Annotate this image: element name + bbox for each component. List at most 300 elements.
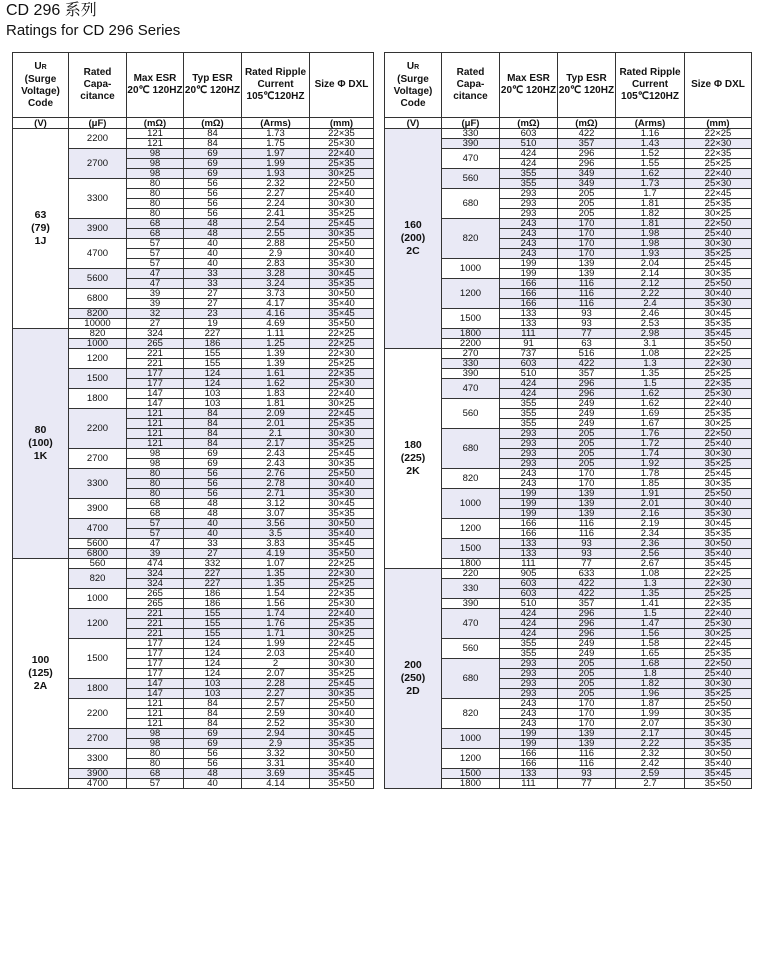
- size-cell: 35×45: [310, 769, 374, 779]
- size-cell: 25×40: [310, 649, 374, 659]
- capacitance-cell: 390: [442, 369, 500, 379]
- ripple-cell: 1.11: [242, 329, 310, 339]
- max-esr-cell: 510: [500, 369, 558, 379]
- max-esr-cell: 57: [127, 519, 184, 529]
- size-cell: 22×25: [685, 569, 752, 579]
- max-esr-cell: 147: [127, 679, 184, 689]
- typ-esr-cell: 69: [184, 729, 242, 739]
- ripple-cell: 2.71: [242, 489, 310, 499]
- voltage-code-cell: 63 (79) 1J: [13, 129, 69, 329]
- size-cell: 35×50: [310, 319, 374, 329]
- ripple-cell: 1.54: [242, 589, 310, 599]
- max-esr-cell: 293: [500, 669, 558, 679]
- ripple-cell: 1.16: [616, 129, 685, 139]
- ripple-cell: 1.62: [616, 169, 685, 179]
- ripple-cell: 2.83: [242, 259, 310, 269]
- size-cell: 30×25: [310, 629, 374, 639]
- header-row: [385, 53, 752, 118]
- ripple-cell: 2.03: [242, 649, 310, 659]
- header-voltage: UR (Surge Voltage) Code: [385, 53, 442, 118]
- typ-esr-cell: 103: [184, 689, 242, 699]
- max-esr-cell: 199: [500, 739, 558, 749]
- size-cell: 35×25: [685, 689, 752, 699]
- size-cell: 30×45: [685, 519, 752, 529]
- header-max-esr: Max ESR 20℃ 120HZ: [127, 53, 184, 118]
- typ-esr-cell: 48: [184, 219, 242, 229]
- ripple-cell: 1.5: [616, 609, 685, 619]
- size-cell: 35×45: [685, 329, 752, 339]
- ripple-cell: 2.16: [616, 509, 685, 519]
- size-cell: 30×45: [685, 729, 752, 739]
- ripple-cell: 2.36: [616, 539, 685, 549]
- typ-esr-cell: 357: [558, 369, 616, 379]
- unit-size: (mm): [310, 118, 374, 129]
- typ-esr-cell: 56: [184, 209, 242, 219]
- size-cell: 25×45: [685, 469, 752, 479]
- size-cell: 25×25: [685, 589, 752, 599]
- typ-esr-cell: 205: [558, 459, 616, 469]
- typ-esr-cell: 139: [558, 499, 616, 509]
- ripple-cell: 2.56: [616, 549, 685, 559]
- ripple-cell: 2.22: [616, 289, 685, 299]
- size-cell: 25×30: [685, 619, 752, 629]
- max-esr-cell: 80: [127, 209, 184, 219]
- typ-esr-cell: 205: [558, 449, 616, 459]
- size-cell: 25×45: [685, 259, 752, 269]
- size-cell: 22×40: [685, 609, 752, 619]
- max-esr-cell: 32: [127, 309, 184, 319]
- typ-esr-cell: 63: [558, 339, 616, 349]
- size-cell: 35×50: [685, 339, 752, 349]
- size-cell: 25×35: [685, 409, 752, 419]
- header-max-esr: Max ESR 20℃ 120HZ: [500, 53, 558, 118]
- size-cell: 30×50: [310, 519, 374, 529]
- ripple-cell: 2.22: [616, 739, 685, 749]
- ripple-cell: 1.68: [616, 659, 685, 669]
- size-cell: 22×40: [685, 399, 752, 409]
- size-cell: 35×35: [310, 279, 374, 289]
- size-cell: 35×40: [685, 759, 752, 769]
- typ-esr-cell: 205: [558, 439, 616, 449]
- ripple-cell: 2.14: [616, 269, 685, 279]
- size-cell: 30×35: [310, 689, 374, 699]
- max-esr-cell: 98: [127, 739, 184, 749]
- typ-esr-cell: 116: [558, 529, 616, 539]
- typ-esr-cell: 124: [184, 649, 242, 659]
- max-esr-cell: 243: [500, 479, 558, 489]
- capacitance-cell: 6800: [69, 549, 127, 559]
- unit-typ-esr: (mΩ): [184, 118, 242, 129]
- typ-esr-cell: 139: [558, 259, 616, 269]
- typ-esr-cell: 296: [558, 389, 616, 399]
- max-esr-cell: 243: [500, 229, 558, 239]
- capacitance-cell: 2700: [69, 729, 127, 749]
- max-esr-cell: 121: [127, 419, 184, 429]
- ripple-cell: 1.71: [242, 629, 310, 639]
- size-cell: 30×35: [685, 709, 752, 719]
- max-esr-cell: 39: [127, 299, 184, 309]
- voltage-code-cell: 160 (200) 2C: [385, 129, 442, 349]
- max-esr-cell: 68: [127, 229, 184, 239]
- unit-max-esr: (mΩ): [127, 118, 184, 129]
- max-esr-cell: 293: [500, 659, 558, 669]
- typ-esr-cell: 93: [558, 769, 616, 779]
- typ-esr-cell: 116: [558, 289, 616, 299]
- max-esr-cell: 424: [500, 609, 558, 619]
- capacitance-cell: 5600: [69, 269, 127, 289]
- size-cell: 35×30: [310, 489, 374, 499]
- max-esr-cell: 27: [127, 319, 184, 329]
- capacitance-cell: 680: [442, 659, 500, 699]
- typ-esr-cell: 69: [184, 739, 242, 749]
- max-esr-cell: 98: [127, 729, 184, 739]
- typ-esr-cell: 84: [184, 419, 242, 429]
- size-cell: 30×30: [685, 449, 752, 459]
- ripple-cell: 2.78: [242, 479, 310, 489]
- max-esr-cell: 98: [127, 449, 184, 459]
- ripple-cell: 2.1: [242, 429, 310, 439]
- ripple-cell: 1.62: [616, 399, 685, 409]
- size-cell: 30×40: [310, 709, 374, 719]
- size-cell: 30×25: [685, 419, 752, 429]
- table-row: [13, 559, 374, 569]
- size-cell: 30×50: [310, 289, 374, 299]
- size-cell: 35×25: [685, 459, 752, 469]
- ripple-cell: 1.99: [242, 639, 310, 649]
- size-cell: 35×30: [685, 509, 752, 519]
- ripple-cell: 2.43: [242, 449, 310, 459]
- typ-esr-cell: 77: [558, 779, 616, 789]
- capacitance-cell: 560: [442, 639, 500, 659]
- size-cell: 35×30: [685, 719, 752, 729]
- max-esr-cell: 80: [127, 489, 184, 499]
- capacitance-cell: 3300: [69, 469, 127, 499]
- ratings-table-left: [12, 52, 374, 789]
- capacitance-cell: 3900: [69, 769, 127, 779]
- ripple-cell: 1.98: [616, 239, 685, 249]
- size-cell: 30×45: [310, 499, 374, 509]
- typ-esr-cell: 170: [558, 249, 616, 259]
- max-esr-cell: 98: [127, 169, 184, 179]
- max-esr-cell: 293: [500, 429, 558, 439]
- typ-esr-cell: 170: [558, 709, 616, 719]
- ripple-cell: 1.39: [242, 359, 310, 369]
- typ-esr-cell: 296: [558, 629, 616, 639]
- capacitance-cell: 2700: [69, 149, 127, 179]
- max-esr-cell: 47: [127, 269, 184, 279]
- max-esr-cell: 80: [127, 749, 184, 759]
- table-row: [13, 129, 374, 139]
- ripple-cell: 1.07: [242, 559, 310, 569]
- max-esr-cell: 424: [500, 389, 558, 399]
- max-esr-cell: 243: [500, 699, 558, 709]
- size-cell: 25×45: [310, 679, 374, 689]
- size-cell: 30×35: [685, 479, 752, 489]
- capacitance-cell: 470: [442, 379, 500, 399]
- capacitance-cell: 2200: [69, 129, 127, 149]
- ripple-cell: 2.94: [242, 729, 310, 739]
- max-esr-cell: 603: [500, 589, 558, 599]
- ripple-cell: 2.67: [616, 559, 685, 569]
- ripple-cell: 1.65: [616, 649, 685, 659]
- typ-esr-cell: 296: [558, 159, 616, 169]
- size-cell: 35×45: [685, 769, 752, 779]
- capacitance-cell: 4700: [69, 779, 127, 789]
- ripple-cell: 2.09: [242, 409, 310, 419]
- typ-esr-cell: 155: [184, 349, 242, 359]
- size-cell: 25×30: [310, 379, 374, 389]
- max-esr-cell: 166: [500, 519, 558, 529]
- size-cell: 30×50: [310, 749, 374, 759]
- typ-esr-cell: 205: [558, 209, 616, 219]
- max-esr-cell: 68: [127, 509, 184, 519]
- size-cell: 35×40: [310, 759, 374, 769]
- typ-esr-cell: 205: [558, 659, 616, 669]
- ripple-cell: 2.32: [616, 749, 685, 759]
- typ-esr-cell: 56: [184, 199, 242, 209]
- typ-esr-cell: 186: [184, 339, 242, 349]
- size-cell: 35×45: [685, 559, 752, 569]
- size-cell: 22×40: [685, 169, 752, 179]
- capacitance-cell: 1200: [442, 279, 500, 309]
- size-cell: 30×30: [310, 429, 374, 439]
- size-cell: 30×25: [310, 169, 374, 179]
- capacitance-cell: 220: [442, 569, 500, 579]
- ripple-cell: 2.17: [616, 729, 685, 739]
- ripple-cell: 1.74: [242, 609, 310, 619]
- voltage-code-cell: 100 (125) 2A: [13, 559, 69, 789]
- typ-esr-cell: 40: [184, 259, 242, 269]
- capacitance-cell: 1500: [69, 639, 127, 679]
- typ-esr-cell: 205: [558, 689, 616, 699]
- max-esr-cell: 80: [127, 189, 184, 199]
- size-cell: 30×45: [685, 309, 752, 319]
- max-esr-cell: 68: [127, 219, 184, 229]
- max-esr-cell: 324: [127, 329, 184, 339]
- max-esr-cell: 121: [127, 139, 184, 149]
- typ-esr-cell: 40: [184, 529, 242, 539]
- capacitance-cell: 1800: [442, 559, 500, 569]
- ripple-cell: 4.16: [242, 309, 310, 319]
- max-esr-cell: 243: [500, 709, 558, 719]
- ripple-cell: 1.43: [616, 139, 685, 149]
- max-esr-cell: 80: [127, 469, 184, 479]
- ripple-cell: 1.8: [616, 669, 685, 679]
- typ-esr-cell: 27: [184, 549, 242, 559]
- typ-esr-cell: 56: [184, 479, 242, 489]
- size-cell: 25×30: [310, 599, 374, 609]
- typ-esr-cell: 139: [558, 729, 616, 739]
- capacitance-cell: 1000: [69, 339, 127, 349]
- max-esr-cell: 603: [500, 579, 558, 589]
- ripple-cell: 2.07: [616, 719, 685, 729]
- capacitance-cell: 1200: [442, 519, 500, 539]
- ripple-cell: 1.72: [616, 439, 685, 449]
- max-esr-cell: 221: [127, 629, 184, 639]
- capacitance-cell: 3300: [69, 749, 127, 769]
- ripple-cell: 1.41: [616, 599, 685, 609]
- max-esr-cell: 293: [500, 189, 558, 199]
- size-cell: 22×35: [685, 379, 752, 389]
- size-cell: 35×25: [685, 249, 752, 259]
- max-esr-cell: 293: [500, 199, 558, 209]
- max-esr-cell: 243: [500, 469, 558, 479]
- capacitance-cell: 330: [442, 129, 500, 139]
- max-esr-cell: 166: [500, 289, 558, 299]
- typ-esr-cell: 48: [184, 769, 242, 779]
- max-esr-cell: 111: [500, 779, 558, 789]
- page-title: CD 296 系列: [6, 2, 97, 19]
- max-esr-cell: 293: [500, 459, 558, 469]
- capacitance-cell: 1200: [442, 749, 500, 769]
- max-esr-cell: 177: [127, 369, 184, 379]
- size-cell: 25×30: [685, 389, 752, 399]
- capacitance-cell: 820: [442, 699, 500, 729]
- size-cell: 22×50: [685, 429, 752, 439]
- size-cell: 30×25: [310, 399, 374, 409]
- ripple-cell: 1.55: [616, 159, 685, 169]
- capacitance-cell: 5600: [69, 539, 127, 549]
- typ-esr-cell: 103: [184, 389, 242, 399]
- capacitance-cell: 2200: [69, 699, 127, 729]
- max-esr-cell: 293: [500, 449, 558, 459]
- capacitance-cell: 560: [69, 559, 127, 569]
- size-cell: 25×25: [685, 369, 752, 379]
- capacitance-cell: 3900: [69, 219, 127, 239]
- typ-esr-cell: 124: [184, 669, 242, 679]
- size-cell: 22×30: [685, 139, 752, 149]
- typ-esr-cell: 69: [184, 149, 242, 159]
- ripple-cell: 2.98: [616, 329, 685, 339]
- typ-esr-cell: 139: [558, 509, 616, 519]
- typ-esr-cell: 155: [184, 359, 242, 369]
- max-esr-cell: 133: [500, 769, 558, 779]
- typ-esr-cell: 40: [184, 779, 242, 789]
- max-esr-cell: 98: [127, 459, 184, 469]
- max-esr-cell: 221: [127, 609, 184, 619]
- size-cell: 25×50: [685, 699, 752, 709]
- size-cell: 35×30: [310, 719, 374, 729]
- capacitance-cell: 1800: [442, 329, 500, 339]
- size-cell: 22×45: [685, 639, 752, 649]
- ripple-cell: 1.47: [616, 619, 685, 629]
- size-cell: 30×25: [685, 209, 752, 219]
- size-cell: 22×25: [685, 349, 752, 359]
- size-cell: 35×50: [310, 779, 374, 789]
- ripple-cell: 1.81: [616, 219, 685, 229]
- max-esr-cell: 80: [127, 179, 184, 189]
- ripple-cell: 3.1: [616, 339, 685, 349]
- size-cell: 35×35: [310, 509, 374, 519]
- ripple-cell: 1.82: [616, 679, 685, 689]
- capacitance-cell: 820: [69, 329, 127, 339]
- max-esr-cell: 147: [127, 389, 184, 399]
- typ-esr-cell: 84: [184, 439, 242, 449]
- unit-size: (mm): [685, 118, 752, 129]
- size-cell: 30×25: [685, 629, 752, 639]
- size-cell: 35×35: [685, 529, 752, 539]
- size-cell: 30×45: [310, 729, 374, 739]
- typ-esr-cell: 84: [184, 409, 242, 419]
- typ-esr-cell: 116: [558, 519, 616, 529]
- header-voltage: UR (Surge Voltage) Code: [13, 53, 69, 118]
- size-cell: 35×40: [685, 549, 752, 559]
- max-esr-cell: 39: [127, 549, 184, 559]
- size-cell: 22×25: [310, 329, 374, 339]
- ripple-cell: 1.73: [242, 129, 310, 139]
- ripple-cell: 2.17: [242, 439, 310, 449]
- max-esr-cell: 80: [127, 759, 184, 769]
- capacitance-cell: 2200: [69, 409, 127, 449]
- capacitance-cell: 6800: [69, 289, 127, 309]
- max-esr-cell: 57: [127, 779, 184, 789]
- max-esr-cell: 111: [500, 559, 558, 569]
- typ-esr-cell: 170: [558, 239, 616, 249]
- typ-esr-cell: 249: [558, 399, 616, 409]
- max-esr-cell: 47: [127, 539, 184, 549]
- typ-esr-cell: 205: [558, 429, 616, 439]
- ripple-cell: 1.76: [242, 619, 310, 629]
- ripple-cell: 1.76: [616, 429, 685, 439]
- capacitance-cell: 1200: [69, 609, 127, 639]
- ripple-cell: 2.04: [616, 259, 685, 269]
- ripple-cell: 1.98: [616, 229, 685, 239]
- capacitance-cell: 1500: [442, 769, 500, 779]
- ripple-cell: 2.34: [616, 529, 685, 539]
- size-cell: 22×30: [310, 349, 374, 359]
- typ-esr-cell: 155: [184, 629, 242, 639]
- ripple-cell: 2.32: [242, 179, 310, 189]
- capacitance-cell: 3900: [69, 499, 127, 519]
- ripple-cell: 1.93: [616, 249, 685, 259]
- typ-esr-cell: 139: [558, 489, 616, 499]
- ripple-cell: 1.39: [242, 349, 310, 359]
- typ-esr-cell: 84: [184, 129, 242, 139]
- ripple-cell: 4.69: [242, 319, 310, 329]
- typ-esr-cell: 205: [558, 199, 616, 209]
- ripple-cell: 3.28: [242, 269, 310, 279]
- max-esr-cell: 177: [127, 639, 184, 649]
- ripple-cell: 1.83: [242, 389, 310, 399]
- capacitance-cell: 820: [442, 469, 500, 489]
- table-row: [385, 569, 752, 579]
- ripple-cell: 1.35: [616, 369, 685, 379]
- typ-esr-cell: 93: [558, 319, 616, 329]
- capacitance-cell: 470: [442, 609, 500, 639]
- max-esr-cell: 424: [500, 629, 558, 639]
- ripple-cell: 4.17: [242, 299, 310, 309]
- max-esr-cell: 111: [500, 329, 558, 339]
- ripple-cell: 3.24: [242, 279, 310, 289]
- typ-esr-cell: 227: [184, 329, 242, 339]
- typ-esr-cell: 116: [558, 279, 616, 289]
- max-esr-cell: 121: [127, 409, 184, 419]
- capacitance-cell: 1200: [69, 349, 127, 369]
- typ-esr-cell: 516: [558, 349, 616, 359]
- ripple-cell: 2.19: [616, 519, 685, 529]
- size-cell: 30×35: [310, 459, 374, 469]
- typ-esr-cell: 155: [184, 619, 242, 629]
- size-cell: 25×40: [685, 229, 752, 239]
- ripple-cell: 2.27: [242, 689, 310, 699]
- header-size: Size Φ DXL: [310, 53, 374, 118]
- ripple-cell: 1.25: [242, 339, 310, 349]
- typ-esr-cell: 139: [558, 269, 616, 279]
- size-cell: 22×40: [310, 149, 374, 159]
- capacitance-cell: 560: [442, 399, 500, 429]
- max-esr-cell: 603: [500, 129, 558, 139]
- size-cell: 25×50: [310, 469, 374, 479]
